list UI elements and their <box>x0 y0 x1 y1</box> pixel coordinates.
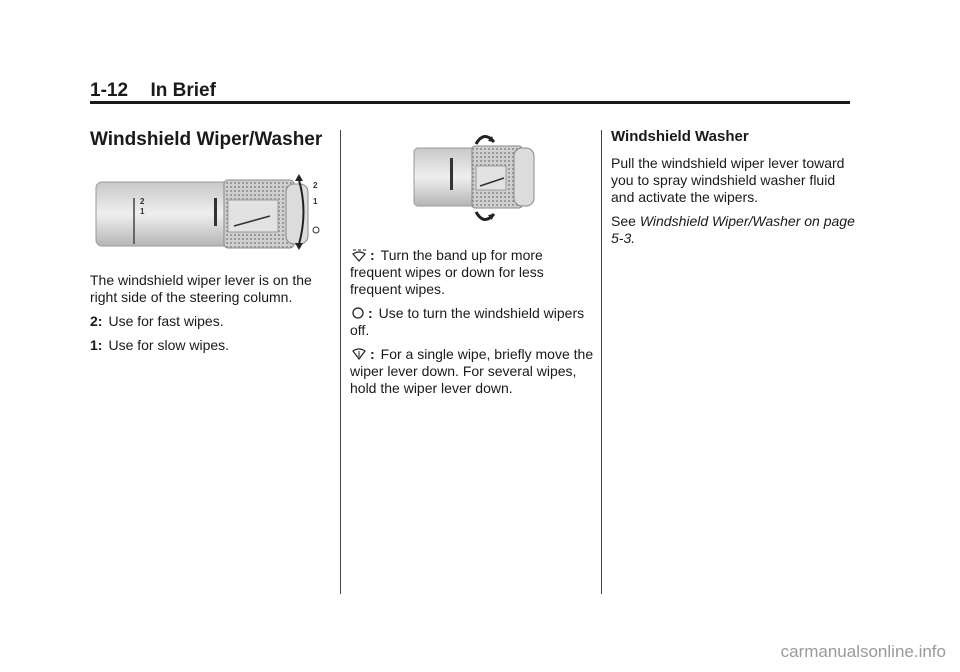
speed-label-2: 2 <box>313 181 318 190</box>
header-rule <box>90 101 850 104</box>
page-header <box>90 80 850 102</box>
list-item: : Turn the band up for more frequent wipes or down for less frequent wipes. <box>350 247 544 297</box>
washer-paragraph: Pull the windshield wiper lever toward you to spray windshield washer fluid and activate the wipers. <box>611 155 845 205</box>
watermark: carmanualsonline.info <box>780 642 946 661</box>
list-item: 2: Use for fast wipes. <box>90 313 224 329</box>
list-item: : Use to turn the windshield wipers off. <box>350 305 585 338</box>
wiper-mist-icon <box>350 347 368 361</box>
right-column <box>611 128 856 254</box>
section-title: In Brief <box>150 80 216 101</box>
wiper-off-icon <box>350 306 366 320</box>
column-divider-1 <box>340 130 341 594</box>
wiper-intermittent-icon <box>350 248 368 262</box>
middle-column <box>350 247 595 404</box>
wiper-lever-illustration <box>94 170 330 254</box>
intro-paragraph: The windshield wiper lever is on the right side of the steering column. <box>90 272 312 305</box>
svg-text:2: 2 <box>140 197 145 206</box>
speed-label-1: 1 <box>313 197 318 206</box>
list-item: : For a single wipe, briefly move the wiper lever down. For several wipes, hold the wiper lever down. <box>350 346 594 396</box>
list-item: 1: Use for slow wipes. <box>90 337 230 353</box>
column-divider-2 <box>601 130 602 594</box>
svg-text:1: 1 <box>140 207 145 216</box>
section-heading: Windshield Washer <box>611 128 749 145</box>
see-reference: See Windshield Wiper/Washer on page 5-3. <box>611 213 855 246</box>
wiper-band-illustration <box>412 128 562 226</box>
cross-reference-link: Windshield Wiper/Washer on page 5-3. <box>611 213 855 246</box>
page-number: 1-12 <box>90 80 129 101</box>
page-title: Windshield Wiper/Washer <box>90 129 323 150</box>
left-column <box>90 272 335 361</box>
